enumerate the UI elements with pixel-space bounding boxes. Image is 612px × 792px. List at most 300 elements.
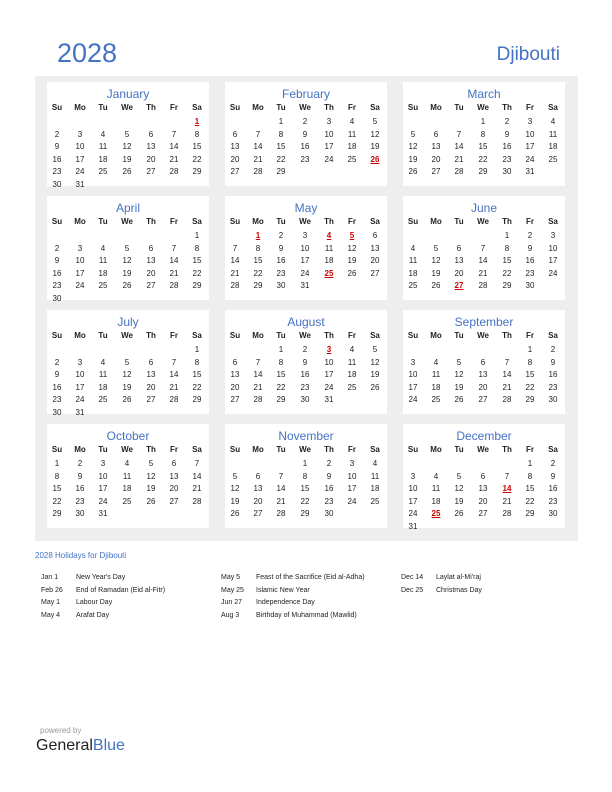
calendar-day: 29 bbox=[253, 281, 263, 290]
calendar-day: 30 bbox=[52, 179, 62, 189]
calendar-day: 16 bbox=[276, 256, 286, 265]
calendar-day: 12 bbox=[454, 370, 464, 379]
calendar-day: 19 bbox=[347, 256, 357, 265]
month-june bbox=[403, 196, 565, 300]
calendar-day: 10 bbox=[300, 243, 310, 253]
calendar-day: 2 bbox=[326, 459, 332, 468]
calendar-day: 19 bbox=[370, 370, 380, 379]
calendar-day: 17 bbox=[347, 484, 357, 493]
calendar-day: 2 bbox=[550, 459, 556, 468]
calendar-day: 19 bbox=[122, 268, 132, 278]
holiday-item bbox=[41, 599, 112, 606]
weekday-header: Th bbox=[502, 445, 512, 454]
calendar-day: 13 bbox=[230, 370, 240, 379]
calendar-day: 21 bbox=[253, 382, 263, 392]
holiday-name: Christmas Day bbox=[436, 586, 482, 594]
calendar-day: 30 bbox=[276, 281, 286, 290]
month-august bbox=[225, 310, 387, 414]
calendar-day: 20 bbox=[146, 154, 156, 164]
calendar-day: 23 bbox=[75, 496, 85, 506]
month-name: December bbox=[456, 429, 512, 443]
weekday-header: Th bbox=[146, 103, 156, 112]
calendar-day: 13 bbox=[478, 370, 488, 379]
weekday-header: Su bbox=[51, 445, 63, 454]
month-name: March bbox=[467, 87, 501, 101]
calendar-day: 27 bbox=[169, 496, 179, 506]
calendar-day: 16 bbox=[548, 370, 558, 379]
calendar-day: 3 bbox=[410, 471, 416, 481]
weekday-header: Tu bbox=[454, 217, 464, 226]
weekday-header: We bbox=[121, 331, 133, 340]
calendar-day: 15 bbox=[52, 484, 62, 493]
holiday-item bbox=[401, 574, 481, 581]
calendar-day: 29 bbox=[525, 509, 535, 518]
calendar-day: 19 bbox=[122, 154, 132, 164]
calendar-day: 22 bbox=[276, 382, 286, 392]
weekday-header: Su bbox=[51, 331, 63, 340]
calendar-day: 30 bbox=[52, 293, 62, 303]
calendar-day: 10 bbox=[75, 370, 85, 379]
holiday-date: 26 bbox=[370, 154, 380, 164]
calendar-day: 12 bbox=[122, 256, 132, 265]
calendar-day: 19 bbox=[230, 496, 240, 506]
month-april bbox=[47, 196, 209, 303]
holiday-date-label: May 25 bbox=[221, 586, 244, 594]
calendar-day: 11 bbox=[98, 142, 108, 151]
calendar-day: 30 bbox=[548, 509, 558, 518]
weekday-header: Fr bbox=[170, 445, 178, 454]
calendar-day: 12 bbox=[146, 471, 156, 481]
calendar-day: 13 bbox=[431, 142, 441, 151]
weekday-header: Th bbox=[324, 331, 334, 340]
calendar-day: 13 bbox=[370, 243, 380, 253]
calendar-day: 24 bbox=[300, 268, 310, 278]
weekday-header: Su bbox=[407, 103, 419, 112]
calendar-day: 6 bbox=[480, 471, 486, 481]
weekday-header: Tu bbox=[276, 103, 286, 112]
calendar-day: 2 bbox=[504, 117, 510, 126]
calendar-day: 7 bbox=[171, 357, 177, 367]
calendar-day: 4 bbox=[372, 459, 378, 468]
weekday-header: Sa bbox=[192, 445, 202, 454]
calendar-day: 30 bbox=[324, 509, 334, 518]
calendar-day: 25 bbox=[548, 154, 558, 164]
calendar-day: 26 bbox=[122, 281, 132, 290]
calendar-day: 12 bbox=[370, 357, 380, 367]
weekday-header: Sa bbox=[192, 331, 202, 340]
generalblue-logo[interactable] bbox=[36, 737, 125, 755]
calendar-day: 4 bbox=[349, 345, 355, 354]
calendar-day: 18 bbox=[408, 268, 418, 278]
calendar-day: 21 bbox=[454, 154, 464, 164]
calendar-day: 2 bbox=[302, 117, 308, 126]
calendar-day: 25 bbox=[98, 167, 108, 176]
calendar-day: 28 bbox=[230, 281, 240, 290]
weekday-header: Mo bbox=[252, 103, 264, 112]
calendar-day: 17 bbox=[75, 382, 85, 392]
calendar-day: 21 bbox=[478, 268, 488, 278]
calendar-day: 26 bbox=[347, 268, 357, 278]
weekday-header: Mo bbox=[252, 445, 264, 454]
calendar-day: 17 bbox=[300, 256, 310, 265]
calendar-day: 31 bbox=[98, 509, 108, 518]
calendar-day: 2 bbox=[54, 357, 60, 367]
calendar-day: 24 bbox=[548, 268, 558, 278]
brand-general: General bbox=[36, 737, 93, 754]
holiday-item bbox=[221, 574, 365, 581]
calendar-day: 25 bbox=[431, 395, 441, 404]
calendar-day: 25 bbox=[347, 154, 357, 164]
calendar-day: 6 bbox=[480, 357, 486, 367]
holiday-item bbox=[41, 587, 165, 594]
calendar-day: 3 bbox=[326, 117, 332, 126]
calendar-day: 29 bbox=[276, 395, 286, 404]
calendar-day: 11 bbox=[122, 471, 132, 481]
month-name: July bbox=[117, 315, 139, 329]
year-title: 2028 bbox=[57, 38, 118, 68]
holiday-date: 1 bbox=[255, 231, 261, 240]
calendar-day: 1 bbox=[278, 117, 284, 126]
calendar-day: 23 bbox=[300, 382, 310, 392]
calendar-day: 27 bbox=[370, 268, 380, 278]
calendar-day: 28 bbox=[454, 167, 464, 176]
weekday-header: Su bbox=[51, 217, 63, 226]
calendar-day: 22 bbox=[525, 382, 535, 392]
calendar-day: 7 bbox=[255, 129, 261, 139]
calendar-day: 15 bbox=[478, 142, 488, 151]
calendar-day: 25 bbox=[98, 395, 108, 404]
calendar-day: 3 bbox=[349, 459, 355, 468]
month-name: August bbox=[287, 315, 325, 329]
holiday-name: Arafat Day bbox=[76, 611, 110, 619]
calendar-day: 1 bbox=[194, 345, 200, 354]
weekday-header: We bbox=[477, 445, 489, 454]
calendar-day: 10 bbox=[324, 357, 334, 367]
weekday-header: We bbox=[299, 331, 311, 340]
calendar-day: 5 bbox=[124, 243, 130, 253]
calendar-day: 7 bbox=[171, 129, 177, 139]
weekday-header: Mo bbox=[252, 331, 264, 340]
holiday-date: 14 bbox=[502, 484, 512, 493]
weekday-header: Mo bbox=[430, 103, 442, 112]
weekday-header: Fr bbox=[526, 103, 534, 112]
calendar-day: 22 bbox=[478, 154, 488, 164]
calendar-day: 4 bbox=[550, 117, 556, 126]
month-march bbox=[403, 82, 565, 186]
weekday-header: We bbox=[477, 331, 489, 340]
weekday-header: Mo bbox=[430, 331, 442, 340]
weekday-header: Fr bbox=[348, 217, 356, 226]
weekday-header: Tu bbox=[98, 217, 108, 226]
weekday-header: Mo bbox=[430, 217, 442, 226]
calendar-day: 11 bbox=[431, 370, 441, 379]
calendar-day: 18 bbox=[122, 484, 132, 493]
calendar-day: 8 bbox=[480, 129, 486, 139]
calendar-day: 5 bbox=[124, 357, 130, 367]
weekday-header: Fr bbox=[348, 103, 356, 112]
calendar-day: 22 bbox=[192, 154, 202, 164]
calendar-day: 16 bbox=[52, 382, 62, 392]
weekday-header: Fr bbox=[170, 103, 178, 112]
calendar-day: 31 bbox=[75, 179, 85, 189]
calendar-day: 20 bbox=[146, 268, 156, 278]
calendar-day: 16 bbox=[300, 370, 310, 379]
calendar-day: 4 bbox=[433, 471, 439, 481]
calendar-day: 11 bbox=[408, 256, 418, 265]
calendar-day: 9 bbox=[302, 357, 308, 367]
calendar-day: 3 bbox=[100, 459, 106, 468]
calendar-day: 3 bbox=[550, 231, 556, 240]
calendar-day: 22 bbox=[502, 268, 512, 278]
calendar-day: 20 bbox=[230, 154, 240, 164]
weekday-header: Sa bbox=[370, 331, 380, 340]
calendar-day: 8 bbox=[194, 357, 200, 367]
calendar-day: 8 bbox=[278, 129, 284, 139]
calendar-day: 28 bbox=[478, 281, 488, 290]
weekday-header: Su bbox=[407, 217, 419, 226]
month-name: October bbox=[106, 429, 150, 443]
calendar-day: 9 bbox=[550, 357, 556, 367]
holiday-date: 25 bbox=[324, 268, 334, 278]
weekday-header: Tu bbox=[454, 103, 464, 112]
calendar-day: 21 bbox=[169, 382, 179, 392]
weekday-header: Tu bbox=[98, 103, 108, 112]
weekday-header: Th bbox=[146, 217, 156, 226]
weekday-header: Sa bbox=[370, 445, 380, 454]
calendar-day: 19 bbox=[454, 496, 464, 506]
holiday-name: Birthday of Muhammad (Mawlid) bbox=[256, 611, 357, 619]
holiday-name: New Year's Day bbox=[76, 574, 126, 581]
calendar-day: 20 bbox=[454, 268, 464, 278]
calendar-day: 13 bbox=[146, 142, 156, 151]
calendar-day: 16 bbox=[324, 484, 334, 493]
calendar-day: 29 bbox=[192, 281, 202, 290]
weekday-header: We bbox=[121, 217, 133, 226]
calendar-day: 1 bbox=[480, 117, 486, 126]
weekday-header: Su bbox=[407, 445, 419, 454]
holiday-date-label: Dec 25 bbox=[401, 586, 424, 594]
calendar-day: 6 bbox=[171, 459, 177, 468]
calendar-day: 13 bbox=[146, 370, 156, 379]
calendar-day: 8 bbox=[278, 357, 284, 367]
calendar-day: 20 bbox=[478, 496, 488, 506]
calendar-day: 7 bbox=[255, 357, 261, 367]
calendar-day: 5 bbox=[456, 471, 462, 481]
calendar-day: 30 bbox=[525, 281, 535, 290]
calendar-day: 24 bbox=[525, 154, 535, 164]
calendar-day: 4 bbox=[410, 243, 416, 253]
calendar-day: 20 bbox=[253, 496, 263, 506]
holiday-item bbox=[41, 612, 109, 619]
calendar-day: 12 bbox=[122, 370, 132, 379]
weekday-header: Tu bbox=[276, 331, 286, 340]
calendar-day: 29 bbox=[478, 167, 488, 176]
calendar-day: 12 bbox=[408, 142, 418, 151]
calendar-day: 30 bbox=[75, 509, 85, 518]
calendar-day: 24 bbox=[324, 382, 334, 392]
weekday-header: Sa bbox=[370, 217, 380, 226]
calendar-day: 2 bbox=[77, 459, 83, 468]
calendar-day: 31 bbox=[300, 281, 310, 290]
calendar-day: 29 bbox=[276, 167, 286, 176]
calendar-day: 7 bbox=[171, 243, 177, 253]
weekday-header: Fr bbox=[348, 445, 356, 454]
calendar-day: 17 bbox=[408, 496, 418, 506]
calendar-day: 3 bbox=[77, 129, 83, 139]
calendar-day: 1 bbox=[302, 459, 308, 468]
calendar-day: 31 bbox=[75, 407, 85, 417]
holiday-name: End of Ramadan (Eid al-Fitr) bbox=[76, 586, 166, 594]
calendar-day: 3 bbox=[77, 357, 83, 367]
calendar-day: 26 bbox=[122, 167, 132, 176]
calendar-day: 10 bbox=[548, 243, 558, 253]
calendar-day: 14 bbox=[276, 484, 286, 493]
holiday-name: Laylat al-Mi'raj bbox=[436, 574, 481, 581]
calendar-day: 21 bbox=[276, 496, 286, 506]
month-name: February bbox=[281, 87, 331, 101]
holiday-date-label: Feb 26 bbox=[41, 586, 63, 594]
calendar-day: 15 bbox=[192, 256, 202, 265]
calendar-day: 24 bbox=[408, 509, 418, 518]
calendar-day: 2 bbox=[54, 129, 60, 139]
calendar-day: 18 bbox=[347, 370, 357, 379]
calendar-day: 13 bbox=[478, 484, 488, 493]
calendar-day: 5 bbox=[124, 129, 130, 139]
calendar-day: 10 bbox=[525, 129, 535, 139]
calendar-day: 30 bbox=[300, 395, 310, 404]
weekday-header: Su bbox=[229, 331, 241, 340]
calendar-day: 21 bbox=[502, 496, 512, 506]
month-name: November bbox=[278, 429, 334, 443]
calendar-day: 11 bbox=[548, 129, 558, 139]
weekday-header: We bbox=[121, 445, 133, 454]
calendar-day: 7 bbox=[504, 471, 510, 481]
holiday-date: 3 bbox=[326, 345, 332, 354]
calendar-day: 20 bbox=[370, 256, 380, 265]
calendar-day: 5 bbox=[410, 129, 416, 139]
calendar-day: 2 bbox=[54, 243, 60, 253]
weekday-header: Th bbox=[502, 217, 512, 226]
weekday-header: Fr bbox=[526, 331, 534, 340]
calendar-day: 27 bbox=[146, 167, 156, 176]
calendar-day: 5 bbox=[372, 345, 378, 354]
calendar-day: 22 bbox=[276, 154, 286, 164]
calendar-day: 6 bbox=[372, 231, 378, 240]
calendar-day: 4 bbox=[100, 357, 106, 367]
calendar-day: 28 bbox=[253, 167, 263, 176]
calendar-day: 9 bbox=[550, 471, 556, 481]
calendar-day: 16 bbox=[75, 484, 85, 493]
calendar-day: 1 bbox=[527, 345, 533, 354]
weekday-header: Mo bbox=[74, 217, 86, 226]
month-name: September bbox=[454, 315, 514, 329]
calendar-day: 13 bbox=[230, 142, 240, 151]
calendar-day: 10 bbox=[98, 471, 108, 481]
holiday-item bbox=[221, 612, 357, 619]
calendar-day: 4 bbox=[349, 117, 355, 126]
holiday-date-label: Aug 3 bbox=[221, 611, 240, 619]
holiday-name: Labour Day bbox=[76, 599, 113, 606]
weekday-header: Mo bbox=[74, 331, 86, 340]
calendar-day: 13 bbox=[146, 256, 156, 265]
calendar-day: 8 bbox=[255, 243, 261, 253]
calendar-day: 20 bbox=[431, 154, 441, 164]
calendar-day: 27 bbox=[146, 281, 156, 290]
calendar-day: 2 bbox=[302, 345, 308, 354]
calendar-day: 3 bbox=[302, 231, 308, 240]
month-november bbox=[225, 424, 387, 528]
calendar-day: 14 bbox=[230, 256, 240, 265]
holiday-item bbox=[221, 599, 315, 606]
weekday-header: Th bbox=[324, 445, 334, 454]
calendar-day: 16 bbox=[52, 268, 62, 278]
holiday-name: Independence Day bbox=[256, 599, 315, 606]
calendar-day: 12 bbox=[431, 256, 441, 265]
calendar-day: 9 bbox=[54, 256, 60, 265]
calendar-day: 9 bbox=[77, 471, 83, 481]
calendar-day: 6 bbox=[148, 243, 154, 253]
month-may bbox=[225, 196, 387, 300]
weekday-header: Su bbox=[229, 217, 241, 226]
calendar-day: 21 bbox=[169, 154, 179, 164]
calendar-day: 4 bbox=[433, 357, 439, 367]
calendar-day: 18 bbox=[98, 382, 108, 392]
calendar-day: 16 bbox=[502, 142, 512, 151]
weekday-header: Th bbox=[146, 445, 156, 454]
calendar-day: 28 bbox=[169, 281, 179, 290]
calendar-day: 24 bbox=[75, 167, 85, 176]
calendar-day: 23 bbox=[548, 382, 558, 392]
weekday-header: We bbox=[299, 445, 311, 454]
calendar-day: 22 bbox=[525, 496, 535, 506]
calendar-day: 27 bbox=[230, 395, 240, 404]
calendar-day: 18 bbox=[431, 382, 441, 392]
calendar-day: 9 bbox=[54, 142, 60, 151]
calendar-day: 15 bbox=[502, 256, 512, 265]
calendar-day: 28 bbox=[169, 167, 179, 176]
calendar-day: 12 bbox=[347, 243, 357, 253]
calendar-day: 18 bbox=[324, 256, 334, 265]
calendar-day: 20 bbox=[230, 382, 240, 392]
weekday-header: We bbox=[299, 217, 311, 226]
calendar-day: 14 bbox=[169, 370, 179, 379]
weekday-header: Sa bbox=[192, 103, 202, 112]
calendar-day: 1 bbox=[54, 459, 60, 468]
calendar-day: 1 bbox=[527, 459, 533, 468]
weekday-header: Th bbox=[324, 217, 334, 226]
calendar-day: 29 bbox=[525, 395, 535, 404]
calendar-day: 8 bbox=[194, 129, 200, 139]
calendar-day: 1 bbox=[504, 231, 510, 240]
calendar-day: 5 bbox=[232, 471, 238, 481]
weekday-header: Sa bbox=[548, 331, 558, 340]
calendar-day: 9 bbox=[302, 129, 308, 139]
calendar-day: 28 bbox=[502, 395, 512, 404]
calendar-day: 21 bbox=[253, 154, 263, 164]
calendar-day: 17 bbox=[324, 370, 334, 379]
month-december bbox=[403, 424, 565, 531]
weekday-header: Mo bbox=[252, 217, 264, 226]
calendar-day: 17 bbox=[324, 142, 334, 151]
calendar-day: 24 bbox=[347, 496, 357, 506]
calendar-day: 7 bbox=[194, 459, 200, 468]
weekday-header: Th bbox=[502, 331, 512, 340]
calendar-day: 11 bbox=[431, 484, 441, 493]
calendar-day: 9 bbox=[278, 243, 284, 253]
calendar-day: 28 bbox=[276, 509, 286, 518]
calendar-day: 8 bbox=[54, 471, 60, 481]
calendar-day: 13 bbox=[169, 471, 179, 481]
